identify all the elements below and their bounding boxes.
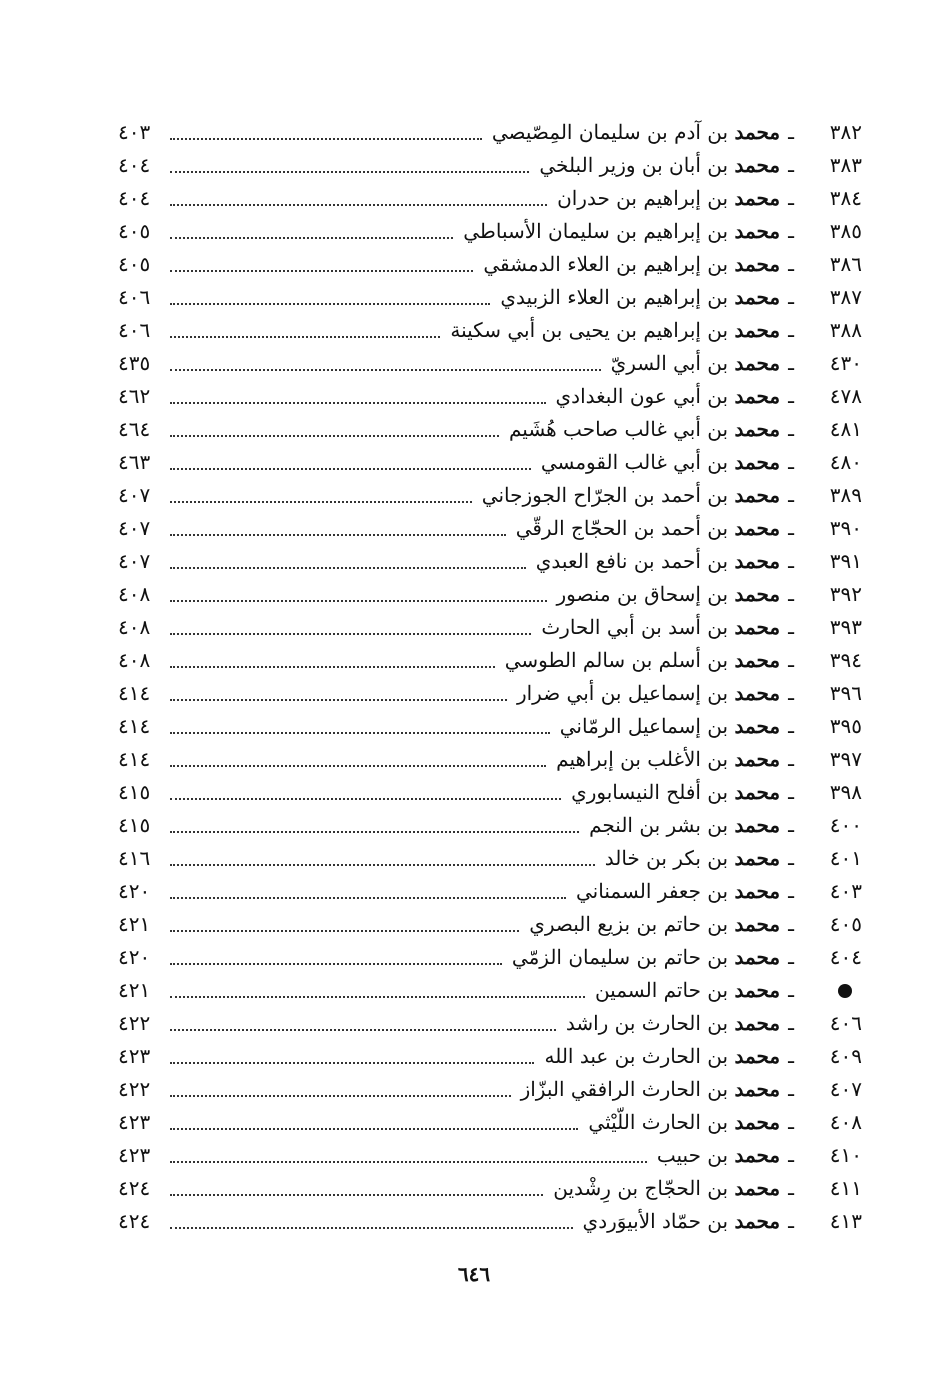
entry-name-first: محمد — [734, 1110, 781, 1134]
entry-name-first: محمد — [734, 615, 781, 639]
entry-name — [536, 545, 780, 578]
dot-leader — [170, 1127, 578, 1130]
entry-page: ٤٠٣ — [118, 120, 151, 144]
entry-dash: ـ — [788, 483, 794, 507]
index-entry — [118, 149, 862, 182]
entry-page: ٤٠٧ — [118, 516, 151, 540]
entry-number: ٤٧٨ — [829, 384, 862, 408]
entry-name-first: محمد — [734, 1077, 781, 1101]
dot-leader — [170, 764, 546, 767]
entry-number: ٤٣٠ — [829, 351, 862, 375]
index-entry — [118, 248, 862, 281]
entry-page: ٤٠٦ — [118, 285, 151, 309]
entry-dash: ـ — [788, 879, 794, 903]
entry-number: ٤٨٠ — [829, 450, 862, 474]
index-entry — [118, 380, 862, 413]
entry-name-first: محمد — [734, 351, 781, 375]
entry-name-first: محمد — [734, 1044, 781, 1068]
entry-number: ٣٨٢ — [829, 120, 862, 144]
entry-name-rest: بن حبيب — [656, 1143, 729, 1167]
entry-name-rest: بن إسماعيل بن أبي ضرار — [516, 681, 729, 705]
dot-leader — [170, 269, 473, 272]
entry-name-rest: بن أبي غالب صاحب هُشَيم — [508, 417, 729, 441]
dot-leader — [170, 731, 550, 734]
entry-page: ٤٢٣ — [118, 1143, 151, 1167]
dot-leader — [170, 1028, 556, 1031]
index-entry — [118, 908, 862, 941]
entry-name-first: محمد — [734, 252, 781, 276]
entry-number: ٤١٣ — [829, 1209, 862, 1233]
entry-dash: ـ — [788, 1143, 794, 1167]
entry-name-first: محمد — [734, 780, 781, 804]
entry-name — [553, 1172, 780, 1205]
dot-leader — [170, 368, 601, 371]
entry-name-rest: بن الحارث بن راشد — [565, 1011, 729, 1035]
entry-name-first: محمد — [734, 450, 781, 474]
entry-name-rest: بن أحمد بن نافع العبدي — [535, 549, 729, 573]
entry-dash: ـ — [788, 747, 794, 771]
entry-number: ٤٠٦ — [829, 1011, 862, 1035]
entry-number: ٣٩٠ — [829, 516, 862, 540]
dot-leader — [170, 566, 526, 569]
entry-number: ٣٩٨ — [829, 780, 862, 804]
entry-page: ٤٢٢ — [118, 1011, 151, 1035]
index-entry — [118, 182, 862, 215]
entry-name-first: محمد — [734, 186, 781, 210]
entry-name-first: محمد — [734, 978, 781, 1002]
entry-name-rest: بن إبراهيم بن العلاء الدمشقي — [483, 252, 729, 276]
entry-page: ٤١٥ — [118, 780, 151, 804]
entry-dash: ـ — [788, 648, 794, 672]
entry-name-rest: بن آدم بن سليمان المِصّيصي — [491, 120, 729, 144]
entry-dash: ـ — [788, 912, 794, 936]
entry-name-first: محمد — [734, 1176, 781, 1200]
entry-number: ٣٨٨ — [829, 318, 862, 342]
entry-name — [541, 611, 780, 644]
dot-leader — [170, 632, 531, 635]
entry-name — [505, 644, 780, 677]
index-entry — [118, 446, 862, 479]
index-entry — [118, 578, 862, 611]
entry-dash: ـ — [788, 384, 794, 408]
entry-name — [539, 149, 780, 182]
entry-name — [571, 776, 780, 809]
entry-page: ٤٠٤ — [118, 186, 151, 210]
dot-leader — [170, 335, 440, 338]
entry-page: ٤٠٥ — [118, 219, 151, 243]
entry-page: ٤١٥ — [118, 813, 151, 837]
entry-number: ٤٠٥ — [829, 912, 862, 936]
entry-page: ٤٣٥ — [118, 351, 151, 375]
entry-name-rest: بن أحمد بن الحجّاج الرقّي — [515, 516, 729, 540]
index-entry — [118, 347, 862, 380]
entry-name — [560, 710, 780, 743]
entry-dash: ـ — [788, 780, 794, 804]
index-entry — [118, 1172, 862, 1205]
index-entry — [118, 512, 862, 545]
entry-number: ٣٩٦ — [829, 681, 862, 705]
index-entry — [118, 1106, 862, 1139]
index-entry — [118, 116, 862, 149]
entry-page: ٤٦٣ — [118, 450, 151, 474]
entry-page: ٤٠٧ — [118, 483, 151, 507]
dot-leader — [170, 434, 499, 437]
entry-dash: ـ — [788, 945, 794, 969]
entry-name-rest: بن إبراهيم بن سليمان الأسباطي — [463, 219, 729, 243]
entry-name — [512, 941, 780, 974]
entry-page: ٤٦٤ — [118, 417, 151, 441]
entry-name — [521, 1073, 781, 1106]
entry-name-first: محمد — [734, 417, 781, 441]
entry-name-rest: بن أفلح النيسابوري — [571, 780, 729, 804]
bullet-marker — [800, 984, 862, 998]
entry-page: ٤٢٠ — [118, 945, 151, 969]
entry-name-first: محمد — [734, 384, 781, 408]
entry-dash: ـ — [788, 120, 794, 144]
entry-name — [589, 809, 780, 842]
entry-page: ٤١٦ — [118, 846, 151, 870]
page-number: ٦٤٦ — [457, 1262, 491, 1286]
entry-name-rest: بن الحجّاج بن رِشْدين — [553, 1176, 729, 1200]
entry-name-first: محمد — [734, 285, 781, 309]
index-entry — [118, 1073, 862, 1106]
entry-number: ٣٨٩ — [829, 483, 862, 507]
dot-leader — [170, 896, 566, 899]
entry-name-rest: بن الأغلب بن إبراهيم — [556, 747, 729, 771]
index-entry — [118, 644, 862, 677]
entry-page: ٤٢٤ — [118, 1176, 151, 1200]
entry-page: ٤٠٨ — [118, 615, 151, 639]
index-entry — [118, 545, 862, 578]
entry-name-first: محمد — [734, 681, 781, 705]
entry-name-rest: بن إبراهيم بن العلاء الزبيدي — [500, 285, 729, 309]
entry-dash: ـ — [788, 615, 794, 639]
entry-page: ٤٢٣ — [118, 1044, 151, 1068]
entry-name-first: محمد — [734, 153, 781, 177]
entry-dash: ـ — [788, 516, 794, 540]
entry-name — [556, 743, 780, 776]
entry-name-rest: بن إسحاق بن منصور — [556, 582, 729, 606]
dot-leader — [170, 698, 507, 701]
dot-leader — [170, 1193, 543, 1196]
entry-name — [500, 281, 780, 314]
dot-leader — [170, 401, 546, 404]
entry-page: ٤٠٧ — [118, 549, 151, 573]
entry-name-first: محمد — [734, 714, 781, 738]
entry-name — [483, 248, 780, 281]
entry-name — [516, 512, 780, 545]
index-entry — [118, 1205, 862, 1238]
bullet-dot-icon — [838, 984, 852, 998]
entry-number: ٣٨٧ — [829, 285, 862, 309]
index-list — [118, 116, 862, 1238]
entry-dash: ـ — [788, 1044, 794, 1068]
entry-dash: ـ — [788, 285, 794, 309]
entry-page: ٤٠٤ — [118, 153, 151, 177]
entry-number: ٤٠٧ — [829, 1077, 862, 1101]
dot-leader — [170, 137, 482, 140]
entry-dash: ـ — [788, 318, 794, 342]
entry-name-rest: بن بكر بن خالد — [604, 846, 729, 870]
entry-name — [557, 578, 781, 611]
entry-dash: ـ — [788, 1077, 794, 1101]
index-entry — [118, 842, 862, 875]
entry-name-rest: بن أبي عون البغدادي — [555, 384, 729, 408]
entry-dash: ـ — [788, 582, 794, 606]
entry-name-first: محمد — [734, 1143, 781, 1167]
index-entry — [118, 875, 862, 908]
index-entry — [118, 809, 862, 842]
entry-name-first: محمد — [734, 582, 781, 606]
entry-dash: ـ — [788, 450, 794, 474]
dot-leader — [170, 236, 453, 239]
entry-name — [492, 116, 780, 149]
entry-page: ٤٢٠ — [118, 879, 151, 903]
entry-number: ٤٠٨ — [829, 1110, 862, 1134]
dot-leader — [170, 599, 547, 602]
index-entry — [118, 941, 862, 974]
dot-leader — [170, 929, 519, 932]
entry-name-rest: بن الحارث بن عبد الله — [544, 1044, 729, 1068]
dot-leader — [170, 500, 472, 503]
index-entry — [118, 479, 862, 512]
entry-number: ٣٩٣ — [829, 615, 862, 639]
entry-dash: ـ — [788, 219, 794, 243]
index-entry — [118, 743, 862, 776]
dot-leader — [170, 863, 595, 866]
dot-leader — [170, 797, 561, 800]
index-entry — [118, 611, 862, 644]
entry-dash: ـ — [788, 186, 794, 210]
entry-dash: ـ — [788, 813, 794, 837]
dot-leader — [170, 995, 585, 998]
dot-leader — [170, 665, 495, 668]
entry-name-first: محمد — [734, 648, 781, 672]
index-entry — [118, 215, 862, 248]
entry-number: ٤٠٩ — [829, 1044, 862, 1068]
dot-leader — [170, 302, 490, 305]
entry-dash: ـ — [788, 714, 794, 738]
entry-number: ٤٨١ — [829, 417, 862, 441]
entry-name-rest: بن أبي غالب القومسي — [540, 450, 729, 474]
index-entry — [118, 974, 862, 1007]
entry-name-first: محمد — [734, 945, 781, 969]
index-entry — [118, 1139, 862, 1172]
index-entry — [118, 677, 862, 710]
entry-name-first: محمد — [734, 879, 781, 903]
entry-dash: ـ — [788, 417, 794, 441]
entry-name-rest: بن جعفر السمناني — [576, 879, 729, 903]
entry-name — [450, 314, 780, 347]
entry-number: ٤٠٠ — [829, 813, 862, 837]
dot-leader — [170, 533, 506, 536]
entry-name — [588, 1106, 780, 1139]
entry-name — [583, 1205, 781, 1238]
index-entry — [118, 710, 862, 743]
entry-name-rest: بن أسلم بن سالم الطوسي — [504, 648, 729, 672]
dot-leader — [170, 203, 547, 206]
dot-leader — [170, 962, 502, 965]
entry-name-first: محمد — [734, 747, 781, 771]
entry-name-first: محمد — [734, 219, 781, 243]
entry-name-rest: بن الحارث الرافقي البزّاز — [520, 1077, 729, 1101]
entry-name — [576, 875, 780, 908]
dot-leader — [170, 467, 531, 470]
entry-name-rest: بن حاتم السمين — [594, 978, 729, 1002]
entry-name — [482, 479, 780, 512]
entry-page: ٤١٤ — [118, 681, 151, 705]
index-entry — [118, 281, 862, 314]
entry-name-first: محمد — [734, 846, 781, 870]
entry-number: ٤١٠ — [829, 1143, 862, 1167]
entry-dash: ـ — [788, 252, 794, 276]
index-entry — [118, 1007, 862, 1040]
entry-name-first: محمد — [734, 516, 781, 540]
entry-name — [557, 182, 780, 215]
entry-page: ٤٦٢ — [118, 384, 151, 408]
entry-name — [566, 1007, 780, 1040]
entry-number: ٤٠٤ — [829, 945, 862, 969]
dot-leader — [170, 1061, 534, 1064]
entry-page: ٤٠٨ — [118, 648, 151, 672]
entry-dash: ـ — [788, 1176, 794, 1200]
entry-number: ٣٨٦ — [829, 252, 862, 276]
entry-dash: ـ — [788, 681, 794, 705]
entry-number: ٣٩٥ — [829, 714, 862, 738]
entry-name-rest: بن حمّاد الأبيوَردي — [582, 1209, 729, 1233]
entry-number: ٣٨٥ — [829, 219, 862, 243]
entry-name — [611, 347, 781, 380]
entry-name-rest: بن أحمد بن الجرّاح الجوزجاني — [481, 483, 729, 507]
entry-name — [517, 677, 780, 710]
entry-number: ٣٩٤ — [829, 648, 862, 672]
entry-name-first: محمد — [734, 912, 781, 936]
entry-name-first: محمد — [734, 318, 781, 342]
entry-number: ٤٠٣ — [829, 879, 862, 903]
dot-leader — [170, 1226, 573, 1229]
dot-leader — [170, 1094, 511, 1097]
entry-number: ٤٠١ — [829, 846, 862, 870]
entry-name-rest: بن بشر بن النجم — [589, 813, 729, 837]
entry-page: ٤٠٦ — [118, 318, 151, 342]
dot-leader — [170, 1160, 647, 1163]
entry-number: ٣٩٢ — [829, 582, 862, 606]
entry-name-first: محمد — [734, 549, 781, 573]
entry-page: ٤٢١ — [118, 912, 151, 936]
entry-dash: ـ — [788, 351, 794, 375]
entry-name-first: محمد — [734, 483, 781, 507]
entry-number: ٣٨٣ — [829, 153, 862, 177]
entry-name-rest: بن حاتم بن بزيع البصري — [529, 912, 729, 936]
index-entry — [118, 776, 862, 809]
entry-dash: ـ — [788, 846, 794, 870]
entry-dash: ـ — [788, 978, 794, 1002]
entry-name-rest: بن حاتم بن سليمان الزمّي — [511, 945, 729, 969]
entry-page: ٤٢٣ — [118, 1110, 151, 1134]
entry-name — [463, 215, 780, 248]
entry-name-rest: بن إسماعيل الرمّاني — [559, 714, 729, 738]
entry-name — [529, 908, 780, 941]
entry-page: ٤١٤ — [118, 747, 151, 771]
entry-dash: ـ — [788, 1209, 794, 1233]
index-entry — [118, 1040, 862, 1073]
entry-number: ٤١١ — [829, 1176, 862, 1200]
entry-name-first: محمد — [734, 1011, 781, 1035]
entry-name — [556, 380, 781, 413]
entry-page: ٤٠٥ — [118, 252, 151, 276]
dot-leader — [170, 170, 529, 173]
entry-name — [657, 1139, 780, 1172]
entry-name — [509, 413, 780, 446]
entry-dash: ـ — [788, 1110, 794, 1134]
entry-dash: ـ — [788, 1011, 794, 1035]
entry-name-rest: بن إبراهيم بن حدران — [557, 186, 729, 210]
entry-name-rest: بن أسد بن أبي الحارث — [541, 615, 729, 639]
entry-number: ٣٩١ — [829, 549, 862, 573]
entry-name-first: محمد — [734, 1209, 781, 1233]
entry-page: ٤٠٨ — [118, 582, 151, 606]
entry-page: ٤٢٢ — [118, 1077, 151, 1101]
dot-leader — [170, 830, 579, 833]
entry-dash: ـ — [788, 153, 794, 177]
entry-name-rest: بن الحارث اللّيْثي — [588, 1110, 729, 1134]
entry-page: ٤١٤ — [118, 714, 151, 738]
entry-dash: ـ — [788, 549, 794, 573]
index-entry — [118, 413, 862, 446]
entry-name — [605, 842, 780, 875]
index-entry — [118, 314, 862, 347]
entry-name — [541, 446, 780, 479]
entry-name-first: محمد — [734, 120, 781, 144]
entry-name-first: محمد — [734, 813, 781, 837]
entry-name-rest: بن أبان بن وزير البلخي — [539, 153, 729, 177]
entry-name-rest: بن إبراهيم بن يحيى بن أبي سكينة — [450, 318, 729, 342]
entry-page: ٤٢١ — [118, 978, 151, 1002]
entry-name-rest: بن أبي السريّ — [610, 351, 729, 375]
entry-number: ٣٨٤ — [829, 186, 862, 210]
entry-name — [544, 1040, 780, 1073]
entry-name — [595, 974, 780, 1007]
entry-number: ٣٩٧ — [829, 747, 862, 771]
entry-page: ٤٢٤ — [118, 1209, 151, 1233]
